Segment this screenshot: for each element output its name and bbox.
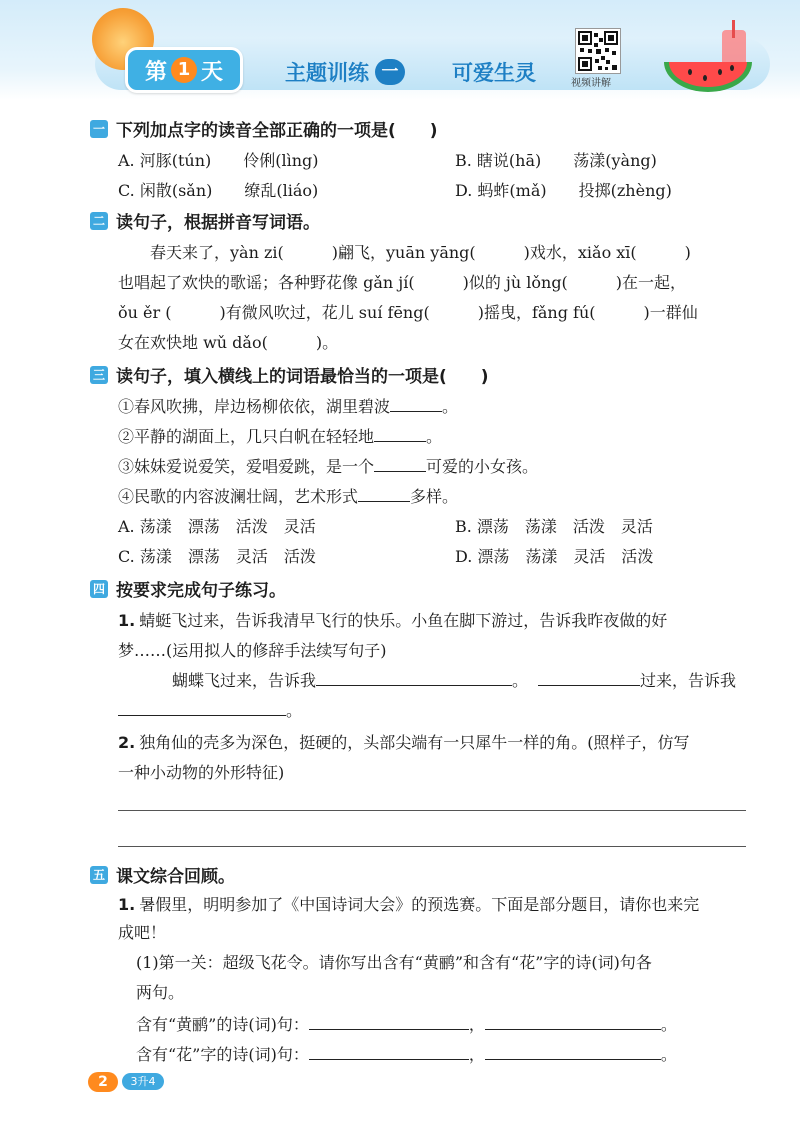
pinyin-line-2: 也唱起了欢快的歌谣；各种野花像 gǎn jí( )似的 jù lǒng( )在一起， (118, 273, 687, 292)
fill-blank-1[interactable] (309, 1015, 469, 1030)
option-d: D. 漂荡 荡漾 灵活 活泼 (455, 547, 654, 566)
section-1-heading (90, 116, 438, 141)
sentence-3-end: 可爱的小女孩。 (426, 457, 539, 476)
theme-label (285, 57, 405, 87)
section-1-title: 下列加点字的读音全部正确的一项是( ) (116, 121, 438, 141)
grade-badge: 3升4 (122, 1073, 164, 1090)
question-4-1-line-1 (118, 608, 667, 631)
sentence-4-text: ④民歌的内容波澜壮阔，艺术形式 (118, 487, 359, 506)
question-4-1-answer-line-1 (172, 668, 736, 691)
theme-label-text: 主题训练 (285, 61, 369, 85)
sentence-1 (118, 394, 458, 417)
section-4-title: 按要求完成句子练习。 (116, 581, 286, 601)
day-badge (125, 47, 243, 93)
period: 。 (660, 1015, 677, 1034)
day-prefix: 第 (144, 59, 167, 85)
question-5-1-line-2: 成吧！ (118, 923, 167, 942)
question-4-1-line-2: 梦……(运用拟人的修辞手法续写句子) (118, 641, 387, 660)
question-4-2-line-2: 一种小动物的外形特征) (118, 763, 285, 782)
subquestion-1-line-2: 两句。 (136, 983, 185, 1002)
subquestion-1-line-1: (1)第一关：超级飞花令。请你写出含有“黄鹂”和含有“花”字的诗(词)句各 (136, 953, 652, 972)
question-text: 暑假里，明明参加了《中国诗词大会》的预选赛。下面是部分题目，请你也来完 (139, 895, 700, 914)
option-c: C. 荡漾 漂荡 灵活 活泼 (118, 547, 316, 566)
sentence-3-text: ③妹妹爱说爱笑，爱唱爱跳，是一个 (118, 457, 375, 476)
sentence-1-blank[interactable] (390, 397, 442, 412)
answer-period: 。 (512, 671, 529, 690)
pinyin-line-4: 女在欢快地 wǔ dǎo( )。 (118, 333, 339, 352)
answer-rule-2[interactable] (118, 846, 746, 847)
period: 。 (660, 1045, 677, 1064)
question-number: 1. (118, 895, 136, 914)
fill-line-huangli (136, 1012, 677, 1035)
answer-period: 。 (286, 701, 303, 720)
sentence-4 (118, 484, 458, 507)
option-b: B. 漂荡 荡漾 活泼 灵活 (455, 517, 653, 536)
question-text: 独角仙的壳多为深色，挺硬的，头部尖端有一只犀牛一样的角。(照样子，仿写 (139, 733, 690, 752)
sentence-3-blank[interactable] (374, 457, 426, 472)
fill-blank-3[interactable] (309, 1045, 469, 1060)
section-5-heading (90, 862, 235, 887)
section-3-title: 读句子，填入横线上的词语最恰当的一项是( ) (116, 367, 489, 387)
theme-number: 一 (375, 59, 405, 85)
sentence-4-end: 多样。 (410, 487, 459, 506)
theme-title: 可爱生灵 (452, 61, 536, 85)
day-suffix: 天 (201, 59, 224, 85)
section-3-heading (90, 362, 489, 387)
qr-code-icon[interactable] (575, 28, 621, 74)
answer-prefix: 蝴蝶飞过来，告诉我 (172, 671, 317, 690)
fill-label: 含有“黄鹂”的诗(词)句： (136, 1015, 309, 1034)
sentence-2-blank[interactable] (374, 427, 426, 442)
section-2-heading (90, 208, 320, 233)
option-d: D. 蚂蚱(mǎ) 投掷(zhèng) (455, 181, 672, 200)
question-number: 2. (118, 733, 136, 752)
question-number: 1. (118, 611, 136, 630)
sentence-1-end: 。 (442, 397, 459, 416)
sentence-1-text: ①春风吹拂，岸边杨柳依依，湖里碧波 (118, 397, 391, 416)
section-2-title: 读句子，根据拼音写词语。 (116, 213, 320, 233)
sentence-2 (118, 424, 442, 447)
fill-blank-2[interactable] (485, 1015, 661, 1030)
option-a: A. 河豚(tún) 伶俐(lìng) (118, 151, 319, 170)
comma: ， (468, 1015, 485, 1034)
option-c: C. 闲散(sǎn) 缭乱(liáo) (118, 181, 319, 200)
pinyin-line-3: ǒu ěr ( )有微风吹过，花儿 suí fēng( )摇曳，fǎng fú( )一群仙 (118, 303, 698, 322)
answer-blank-3[interactable] (118, 701, 286, 716)
question-5-1-line-1 (118, 892, 699, 915)
section-1-icon: 一 (90, 120, 108, 138)
pinyin-line-1: 春天来了，yàn zi( )翩飞，yuān yāng( )戏水，xiǎo xī( ) (150, 243, 691, 262)
option-b: B. 瞎说(hā) 荡漾(yàng) (455, 151, 657, 170)
question-4-1-answer-line-2 (118, 698, 302, 721)
sentence-3 (118, 454, 538, 477)
fill-line-hua (136, 1042, 677, 1065)
sentence-2-text: ②平静的湖面上，几只白帆在轻轻地 (118, 427, 375, 446)
sentence-2-end: 。 (426, 427, 443, 446)
answer-mid: 过来，告诉我 (640, 671, 737, 690)
answer-rule-1[interactable] (118, 810, 746, 811)
answer-blank-2[interactable] (538, 671, 640, 686)
section-4-icon: 四 (90, 580, 108, 598)
fill-label: 含有“花”字的诗(词)句： (136, 1045, 309, 1064)
sentence-4-blank[interactable] (358, 487, 410, 502)
qr-caption: 视频讲解 (571, 78, 611, 89)
section-5-icon: 五 (90, 866, 108, 884)
comma: ， (468, 1045, 485, 1064)
section-4-heading (90, 576, 286, 601)
question-4-2-line-1 (118, 730, 689, 753)
fill-blank-4[interactable] (485, 1045, 661, 1060)
section-2-icon: 二 (90, 212, 108, 230)
option-a: A. 荡漾 漂荡 活泼 灵活 (118, 517, 316, 536)
page-number: 2 (88, 1072, 118, 1092)
day-number: 1 (171, 57, 197, 83)
section-3-icon: 三 (90, 366, 108, 384)
answer-blank-1[interactable] (316, 671, 512, 686)
watermelon-icon (660, 20, 760, 102)
section-5-title: 课文综合回顾。 (116, 867, 235, 887)
question-text: 蜻蜓飞过来，告诉我清早飞行的快乐。小鱼在脚下游过，告诉我昨夜做的好 (139, 611, 668, 630)
